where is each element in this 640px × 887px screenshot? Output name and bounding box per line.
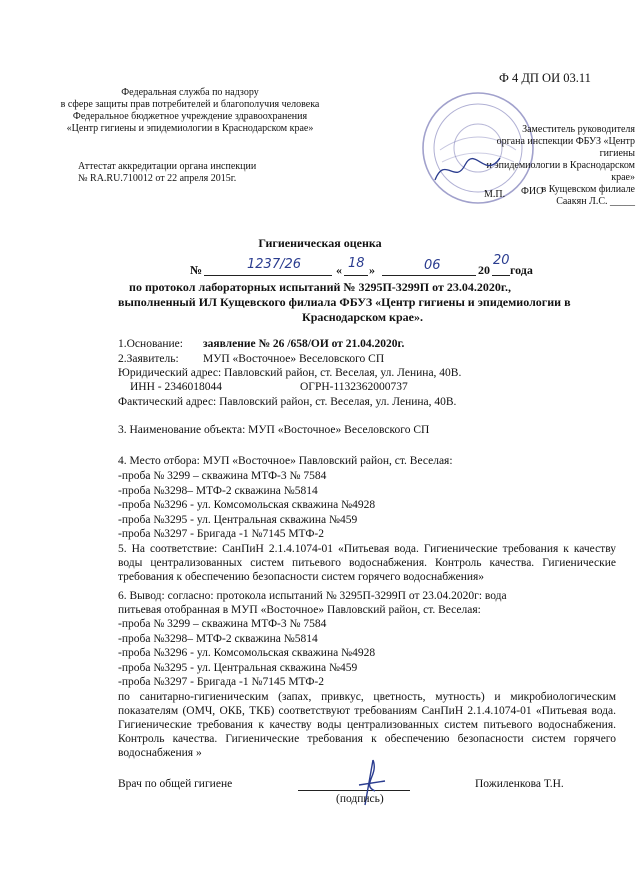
year-suffix: года [510,263,533,277]
signature-name: Пожиленкова Т.Н. [475,778,564,790]
final-conclusion: по санитарно-гигиеническим (запах, привкус, цветность, мутность) и микробиологическим показателям (ОМЧ, ОКБ, ТКБ) соответствуют требованиям СанПиН 2.1.4.1074-01 «Питьевая вода. Гигиенические требования к качеству воды централизованных систем питьевого водоснабжения. Контроль качества. Гигиенические требования к обеспечению безопасности систем горячего водоснабжения » [118,691,616,759]
accreditation-line-2: № RA.RU.710012 от 22 апреля 2015г. [78,173,237,184]
document-title: Гигиеническая оценка [258,236,382,250]
list-item: -проба №3295 - ул. Центральная скважина №459 [118,513,358,526]
number-underline [204,275,332,276]
approval-line-4: в Кущевском филиале [541,184,635,195]
day-open-quote: « [336,263,342,277]
list-item: -проба №3297 - Бригада -1 №7145 МТФ-2 [118,676,324,689]
sampling-place: 4. Место отбора: МУП «Восточное» Павловский район, ст. Веселая: [118,455,453,467]
accreditation-block [78,161,256,185]
inn: ИНН - 2346018044 [130,381,222,393]
legal-address: Юридический адрес: Павловский район, ст. Веселая, ул. Ленина, 40В. [118,367,462,379]
year-underline [492,275,510,276]
number-prefix: № [190,263,203,277]
approval-fio: ФИО [521,186,544,197]
list-item: -проба № 3299 – скважина МТФ-3 № 7584 [118,470,327,482]
document-year: 20 [493,253,510,268]
approval-line-3: и эпидемиологии в Краснодарском крае» [486,160,635,183]
actual-address: Фактический адрес: Павловский район, ст. Веселая, ул. Ленина, 40В. [118,396,457,408]
year-prefix: 20 [478,263,490,277]
approval-mp: М.П. [484,189,506,200]
protocol-line-1: по протокол лабораторных испытаний № 3295П-3299П от 23.04.2020г., [129,280,511,294]
list-item: -проба №3296 - ул. Комсомольская скважина №4928 [118,647,376,660]
list-item: -проба №3295 - ул. Центральная скважина №459 [118,661,358,674]
list-item: -проба №3298– МТФ-2 скважина №5814 [118,484,318,497]
signature-role: Врач по общей гигиене [118,778,233,790]
protocol-line-2: выполненный ИЛ Кущевского филиала ФБУЗ «Центр гигиены и эпидемиологии в [118,295,571,309]
form-code: Ф 4 ДП ОИ 03.11 [499,71,591,85]
compliance-paragraph: 5. На соответствие: СанПиН 2.1.4.1074-01 «Питьевая вода. Гигиенические требования к качеству воды централизованных систем питьевого водоснабжения. Контроль качества. Гигиенические требования к обеспечению безопасности систем горячего водоснабжения» [118,543,616,583]
issuer-block [40,87,340,135]
month-underline [382,275,476,276]
approval-line-2: органа инспекции ФБУЗ «Центр гигиены [496,136,635,159]
document-day: 18 [348,256,365,271]
list-item: -проба №3297 - Бригада -1 №7145 МТФ-2 [118,528,324,541]
object-name: 3. Наименование объекта: МУП «Восточное» Веселовского СП [118,424,430,436]
signature-caption: (подпись) [336,793,384,805]
list-item: -проба №3298– МТФ-2 скважина №5814 [118,632,318,645]
issuer-line-2: в сфере защиты прав потребителей и благополучия человека [60,99,320,110]
samples-list-2 [118,617,375,690]
document-number: 1237/26 [247,257,302,272]
conclusion-line-1: 6. Вывод: согласно: протокола испытаний № 3295П-3299П от 23.04.2020г: вода [118,590,507,602]
approval-signature-icon [430,150,510,190]
issuer-line-3: Федеральное бюджетное учреждение здравоохранения [72,111,308,122]
applicant-label: 2.Заявитель: [118,353,179,365]
conclusion-line-2: питьевая отобранная в МУП «Восточное» Павловский район, ст. Веселая: [118,604,481,616]
approval-line-5: Саакян Л.С. _____ [556,196,635,207]
issuer-line-4: «Центр гигиены и эпидемиологии в Краснодарском крае» [66,123,314,134]
accreditation-line-1: Аттестат аккредитации органа инспекции [78,161,257,172]
protocol-line-3: Краснодарском крае». [302,310,423,324]
approval-line-1: Заместитель руководителя [522,124,635,135]
samples-list [118,469,375,542]
document-month: 06 [424,258,441,273]
basis-label: 1.Основание: [118,338,183,350]
list-item: -проба №3296 - ул. Комсомольская скважина №4928 [118,499,376,512]
day-underline [344,275,368,276]
ogrn: ОГРН-1132362000737 [300,381,408,393]
issuer-line-1: Федеральная служба по надзору [121,87,259,98]
basis-value: заявление № 26 /658/ОИ от 21.04.2020г. [203,338,405,350]
applicant-value: МУП «Восточное» Веселовского СП [203,353,385,365]
list-item: -проба № 3299 – скважина МТФ-3 № 7584 [118,618,327,630]
day-close-quote: » [369,263,375,277]
